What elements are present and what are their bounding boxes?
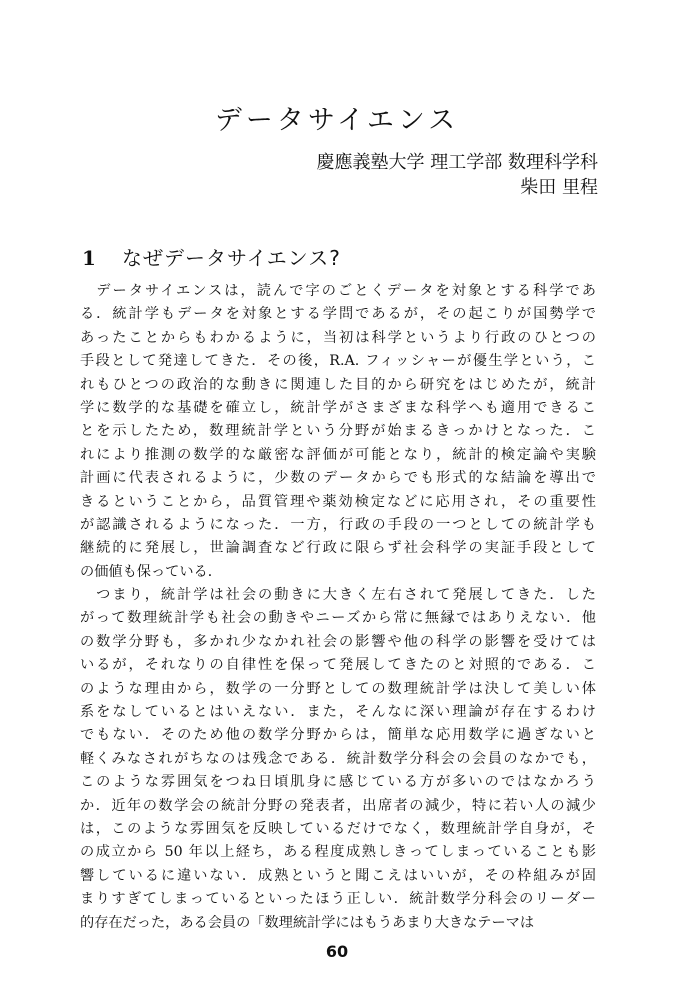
text-line: まりすぎてしまっているといったほう正しい．統計数学分科会のリーダー: [80, 891, 596, 908]
text-line: いるが，それなりの自律性を保って発展してきたのと対照的である．こ: [80, 657, 596, 674]
text-line: は，このような雰囲気を反映しているだけでなく，数理統計学自身が，そ: [80, 820, 596, 837]
author-name: 柴田 里程: [520, 177, 598, 198]
text-line: 学に数学的な基礎を確立し，統計学がさまざまな科学へも適用できるこ: [80, 399, 596, 416]
text-line: れにより推測の数学的な厳密な評価が可能となり，統計的検定論や実験: [80, 446, 596, 463]
text-line: れもひとつの政治的な動きに関連した目的から研究をはじめたが，統計: [80, 376, 596, 393]
text-line: の価値も保っている．: [80, 563, 222, 580]
author-block: [317, 150, 598, 200]
text-line: の成立から 50 年以上経ち，ある程度成熟しきってしまっていることも影: [80, 844, 596, 861]
text-line: がって数理統計学も社会の動きやニーズから常に無縁ではありえない．他: [80, 610, 596, 627]
text-line: 響しているに違いない．成熟というと聞こえはいいが，その枠組みが固: [80, 867, 596, 884]
text-line: が認識されるようになった．一方，行政の手段の一つとしての統計学も: [80, 516, 596, 533]
paragraph: [80, 584, 596, 935]
text-line: とを示したため，数理統計学という分野が始まるきっかけとなった．こ: [80, 423, 596, 440]
text-line: 軽くみなされがちなのは残念である．統計数学分科会の会員のなかでも，: [80, 750, 596, 767]
text-line: 計画に代表されるように，少数のデータからでも形式的な結論を導出で: [80, 470, 596, 487]
affiliation: 慶應義塾大学 理工学部 数理科学科: [316, 152, 598, 173]
text-line: でもない．そのため他の数学分野からは，簡単な応用数学に過ぎないと: [80, 727, 596, 744]
section-heading: [82, 242, 341, 271]
text-line: のような理由から，数学の一分野としての数理統計学は決して美しい体: [80, 680, 596, 697]
text-line: 継続的に発展し，世論調査など行政に限らず社会科学の実証手段として: [80, 540, 596, 557]
text-line: 的存在だった，ある会員の「数理統計学にはもうあまり大きなテーマは: [80, 914, 535, 931]
body-text: [80, 280, 596, 935]
text-line: る．統計学もデータを対象とする学問であるが，その起こりが国勢学で: [80, 306, 596, 323]
section-title: なぜデータサイエンス?: [122, 246, 341, 270]
text-line: あったことからもわかるように，当初は科学というより行政のひとつの: [80, 329, 596, 346]
text-line: きるということから，品質管理や薬効検定などに応用され，その重要性: [80, 493, 596, 510]
text-line: か．近年の数学会の統計分野の発表者，出席者の減少，特に若い人の減少: [80, 797, 596, 814]
paper-title: データサイエンス: [214, 105, 460, 136]
section-number: 1: [82, 246, 97, 270]
text-line: 系をなしているとはいえない．また，そんなに深い理論が存在するわけ: [80, 704, 596, 721]
text-line: つまり，統計学は社会の動きに大きく左右されて発展してきた．した: [80, 587, 596, 604]
text-line: データサイエンスは，読んで字のごとくデータを対象とする科学であ: [80, 283, 596, 299]
text-line: このような雰囲気をつね日頃肌身に感じている方が多いのではなかろう: [80, 774, 596, 791]
text-line: の数学分野も，多かれ少なかれ社会の影響や他の科学の影響を受けては: [80, 633, 596, 650]
text-line: 手段として発達してきた．その後，R.A. フィッシャーが優生学という，こ: [80, 353, 596, 370]
paragraph: [80, 280, 596, 584]
page-number: 60: [325, 942, 349, 961]
